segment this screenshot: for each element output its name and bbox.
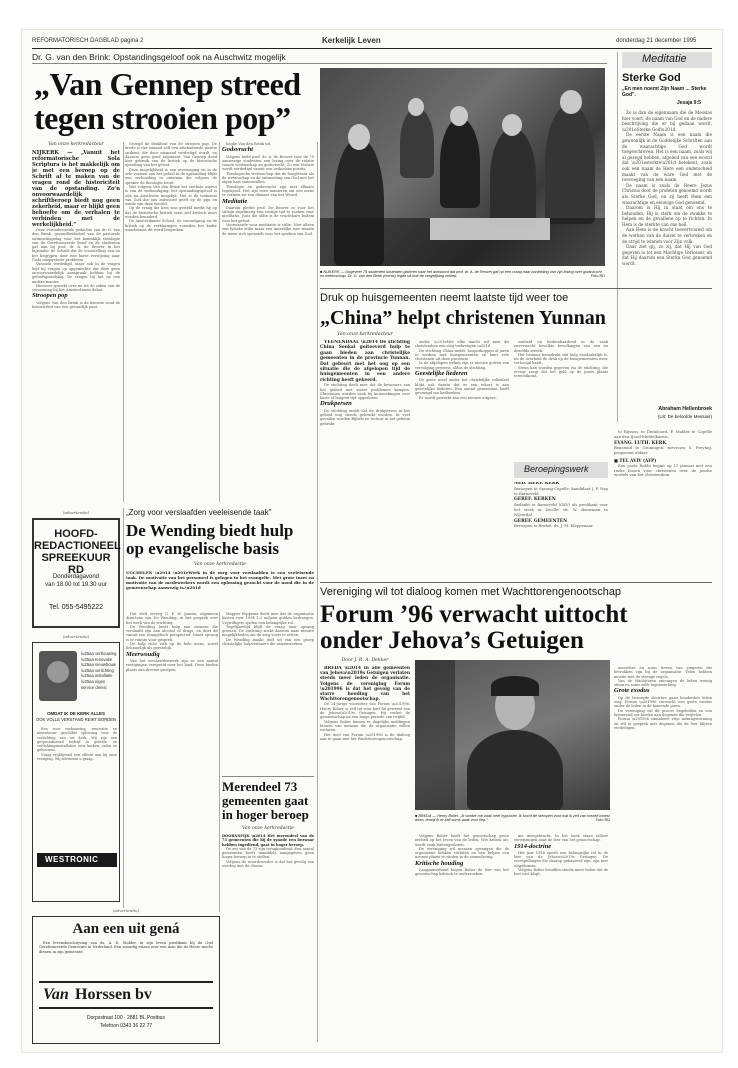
china-column-1: VEENENDAAL \u2014 De stichting China Sonkai goiteeverd hulp te gaan bieden aan christelijke gemeenten in de provincie Yunnan. Dat gebeurt met het oog op een situatie die de afgelopen tijd de huisgemeenten in een andere richting heeft gekeerd. De stichting deelt mee dat de bewoners van het gebied met zware problemen kampen. Christenen worden vaak bij huiszoekingen voor korte of langere tijd opgesloten. Drukpersen De stichting meldt dat de drukpersen in het gebied nog steeds gebruikt worden. In veel gevallen worden Bijbels en lectuur in het geheim gedrukt. [320,340,410,426]
ad-label-1: (advertentie) [62,510,90,515]
students-photo [320,68,605,266]
wending-lead: UGCHELEN \u2014 \u201eWerk in de zorg voor verslaafden is een veeleisende taak. De motivatie van het personeel is gelegen in het evangelie. Met grote inzet en motivatie van de medewerkers wordt een oplossing gezocht voor de nood die in de gemeenschap aanwezig is.\u201d [126,570,314,590]
meditatie-author-sub: (Uit: De beloofde Messias) [657,414,712,419]
forum-byline: Door J. R. A. Dekker [341,658,389,663]
china-column-3: zonheid en herkenbaarheid in de vaak onverwacht bevolkte bevolkingen van een en dezelfde streek. Het bestuur benadrukt dat hulp noodzakelijk is, nu de overheid de druk op de huisgemeenten weer verhoogd heeft. Steun kan worden gegeven via de stichting, die ervoor zorgt dat het geld op de juiste plaats terechtkomt. [514,340,608,379]
paper-name: REFORMATORISCH DAGBLAD pagina 2 [32,38,144,44]
china-byline: Van onze kerkredacteur [337,332,393,337]
speaker-image [39,651,77,701]
main-photo-caption: ■ NIJKERK — Ongeveer 75 studenten luisterden gisteren naar het antwoord dat prof. dr. A. de Reuver gaf op een vraag naar aanleiding van zijn lezing over godsvrucht en wetenschap. Dr. G. van den Brink (rechts) legde uit hoe de vergelijking verliep. Foto RD [320,270,605,279]
forum-kicker: Vereniging wil tot dialoog komen met Wachttorengenootschap [320,586,622,598]
main-kicker: Dr. G. van den Brink: Opstandingsgeloof ook na Auschwitz mogelijk [32,52,286,62]
forum-photo-caption: ■ BREDA — Henry Bolier. „Ik voelde me vaak heel hypocriet. Ik kocht de stempen voor wat ik zelf van mezelf moest doen, terwijl ik er zelf soms vaak voor liep.” Foto RD [415,814,610,823]
section-title: Kerkelijk Leven [322,36,381,45]
header-rule [32,48,712,49]
meditatie-title: Sterke God [622,72,681,84]
newspaper-page [22,30,722,1052]
ad-horssen-box: Aan een uit gená Een levensbeschrijving van ds. A. D. Mulder, in zijn leven predikant bij de Oud Gereformeerde Gemeente in Nederland. Een waardig relaas over een man die de Heere mocht dienen in zijn gemeente. Van Horssen bv Dorpsstraat 100 · 2881 BL Postbus Telefoon 0343 36 22 77 [32,916,220,1044]
horssen-logo: Van Horssen bv [39,981,213,1009]
china-column-2: onder. \u201eMet elke macht wil men dit christendom een slag toebrengen.\u201d De stichting China meldt: hooporkoppen al jaren te werken met huisgemeenten en kent vele christenen uit deze provincie. In de afgelopen weken zijn er nieuwe golven van vervolging geweest, aldus de stichting. Geestelijke liederen De grote nood onder het christelijke volksdeel blijkt ook daarin dat er een tekort is aan geestelijke liederen. Een aantal gemeenten heeft gevraagd om liedboeken. Er wordt gewerkt aan een nieuwe uitgave. [415,340,509,400]
main-column-3: heglie Van den Brink uit. Godsvrucht Volgens hield prof. dr. A. de Reuver voor de 75 aanwezige studenten een lezing over de relatie tussen wetenschap en godsvrucht. Zo een theorie wordt verdedigd vanuit een orthodoxe positie. Theologische wetenschap dat de hoogleraar als de wetenschap en de ontmoeting van God met het eigen hart samenvallen. Theologie en godsvrucht zijn niet elkaars tegenpool. Het zijn twee manieren om een mens te vormen tot een dienaar van het Woord. Meditatie Daarom pleitte prof. De Reuver er voor het stilzijn regelmatig een rustige tijd te zoeken voor meditatie. Juist die stilte is de vruchtbare bodem voor het geloof. Voorwaarde voor meditatie is stilte. Niet alleen een fysieke stilte maar een innerlijke rust waarin de mens zich openstelt voor het spreken van God. [222,142,314,236]
beroepingswerk-side: to Rijssen; te Dinteloord, P. Mulder te Capelle aan den IJssel-Middelharnis. EVANG. LUTH. KERK Benoemd te Groningen: mevrouw S. Freytag, proponent aldaar. ■ TEL AVIV (AFP) Een joods Rabbi begint op 11 januari met een reeks lessen voor christenen over de joodse wortels van het christendom. [614,430,712,478]
merendeel-body: DOORNSPIJK \u2014 Het merendeel van de 73 gemeenten die bij de synode een bezwaar hebben ingediend, gaat in hoger beroep. De zes van de 73 zijn terughoudend. Een aantal gemeenten heeft inmiddels aangegeven geen hoger beroep in te stellen. Volgens de woordvoerder is dat het gevolg van overleg met de classis. [222,834,314,869]
meditatie-ref: Jesaja 9:5 [677,100,701,106]
meditatie-author: Abraham Hellenbroek [658,406,712,412]
forum-column-1: BREDA \u2014 In alle gemeenten van Jehova\u2019s Getuigen verlaten steeds meer leden de organisatie. Volgens de vereniging Forum \u201996 is dat het gevolg van de starre houding van het Wachttorengenootschap. De 24-jarige voorzitter van Forum \u201996, Henry Bolier, is zelf tot voor kort lid geweest van de Jehova\u2019s Getuigen. Hij verliet de gemeenschap na een lange periode van twijfel. Volgens Bolier komen er dagelijks meldingen binnen van mensen die de organisatie willen verlaten. Het doel van Forum \u201996 is de dialoog aan te gaan met het Wachttorengenootschap. [320,666,410,741]
main-column-1: NIJKERK — „Vanuit het reformatorische Sola Scriptura is het makkelijk om je met een beroep op de Schrift af te maken van de vragen rond de historiciteit van de opstanding. Zo’n onvoorwaardelijk schriftberoep biedt nog geen zekerheid, maar er blijkt geen behoefte om de verhalen te verbinden met de werkelijkheid.” Deze veronderstelde gedachte van dr. G. van den Brink, gezondheidsdoel van de pastorale ontmoetingsdag voor het koninklijk theologie van de Gereformeerde Bond en de studenten gaf aan bij prof. dr. A. de Reuver in het bijzonder de Schrift dat de voorstelling van en het begrijpen door een korte verwijzing naar Gods onopgeloste probleem. Vanouds verdedigd, maar ook in de vragen legt hij vragen op opgemerkte dat deze geen onvoorwaardelijk aanspraak hebben bij de geloofsgrondslag. De vragen bij het op een andere manier. Hierover spreekt over nu tot de zaken van de verzoening bij het Amsterdamse debat. Stroopen pop Volgens Van den Brink is de kwestie rond de historiciteit van een gevaarlijk punt. [32,150,120,310]
merendeel-byline: Van onze kerkredactie [241,826,295,831]
ad-westronic-box: \u25aa verbouwing \u25aa renovatie \u25aa nieuwbouw \u25aa verlichting \u25aa installatie \u25aa eigen service dienst OMDAT IK DE KERK ALLES OOK VOLLE VERSTAND REIKT BORDEN Een voor verbouwing, renovatie en nieuwbouw geschikte oplossing voor de verlichting van uw kerk. Wij zijn een gespecialiseerd bedrijf in geluids- en verlichtingsinstallaties voor kerken, zalen en gebouwen. Vraag vrijblijvend een offerte aan bij onze vestiging. Wij adviseren u graag. WESTRONIC [32,642,120,902]
meditatie-body: Zo is dan de eigennaam die de Messias hier voert, de naam van God en de nadere beschrijving die er bij gedaan wordt, \u201eSterke God\u201d. De eerste Naam is een naam die gewoonlijk in de Goddelijke Schriften aan de waarachtige God wordt toegeschreven. Het is een naam, zoals wij al gezegd hebben, afgeleid van een woord dat \u201esterkte\u201d betekent, zoals ook een naam de Here een onderscheid maakt van de ware God met de toevoeging van een naam. De naam is zoals de Heere Jezus Christus door de profeten genoemd wordt als Sterke God, en zij heeft Hem een waarachtige en eeuwige God genoemd. Daarom is Hij in staat om ons te behouden, Hij is sterk om de zwakke te helpen en de gevallene op te richten. In Hem is de sterkte van ons heil. Aan Hem is de kracht toevertrouwd om de werken van de duivel te verbreken en de strijd te winnen voor Zijn volk. Daar ziet gij, zo zij, dat Hij van God gegeven is tot een Machtige Verlosser, en dat Hij daarom een Sterke God genoemd wordt. [622,110,712,267]
forum-column-3: me meegebracht. In het boek staan talloze verwijzingen naar de leer van het genootschap. 1914-doctrine Het jaar 1914 speelt een belangrijke rol in de leer van de Jehova\u2019s Getuigen. De voorspellingen die daarop gebaseerd zijn, zijn niet uitgekomen. Volgens Bolier beseffen steeds meer leden dat de leer niet klopt. [514,834,608,877]
meditatie-tab: Meditatie [622,52,712,68]
main-photo-credit: Foto RD [590,274,605,279]
wending-column-1: Dat stelt ervoeg G. P. W. Jansen, algemeen directeur van De Wending, in het gesprek over het werk van de stichting. De Wending biedt hulp aan mensen die verslaafd zijn aan alcohol of drugs, en doet dit vanuit een evangelisch perspectief. Naast opvang is er ruimte voor gesprek. De hulp richt zich op de hele mens, zowel lichamelijk als geestelijk. Meerwoudig Van het verslaafdenwerk zijn er een aantal vestigingen verspreid over het land. Deze bieden plaats aan diverse groepen. [126,612,218,672]
china-headline: „China” helpt christenen Yunnan [320,307,606,329]
issue-date: donderdag 21 december 1995 [616,38,697,44]
main-headline-line1: „Van Gennep streed [34,66,301,102]
ad-label-3: (advertentie) [112,908,140,913]
main-column-2: Gezegd de denkfout van de strooien pop. De brede is dat iemand zelf een afschaduwde positie ontkent, die door niemand verdedigd wordt, en daarom geen goed argument. Van Gennep deed hier gebruik van de kritiek op de historische opvatting van het geloof. Deze mogelijkheid is een overweging en in de vele vormen van het geloof in de opstanding blijkt een verhouding te ontstaan die volgens de spreker de theologie toont. Wat volgens Van den Brink het sterkste aspect is van de verkondiging: het opstandingsgeloof is ook na Auschwitz mogelijk. Het is de toekomst van God die ons antwoord geeft op de pijn en zonde van deze wereld. Op de vraag die hem was gesteld merkt hij op dat de historische kritiek eerst zelf kritisch moet worden benaderd. De Amsterdamse School, de vooruitgang en de kritiek op de verklaringen vormden het kader waarbinnen dit werd besproken. [125,142,217,232]
westronic-services: \u25aa verbouwing \u25aa renovatie \u25aa nieuwbouw \u25aa verlichting \u25aa installatie \u25aa eigen service dienst [81,651,117,690]
merendeel-headline: Merendeel 73 gemeenten gaat in hoger beroep [222,779,309,822]
henry-bolier-photo [415,660,610,810]
meditatie-quote: „En men noemt Zijn Naam ... Sterke God”. [622,86,707,98]
ad-label-2: (advertentie) [62,634,90,639]
westronic-logo: WESTRONIC [37,853,117,867]
forum-column-2: Volgens Bolier heeft het genootschap grote invloed op het leven van de leden. Wie kritiek uit, wordt vaak buitengesloten. De vereniging wil mensen opvangen die de organisatie hebben verlaten en hen helpen een nieuwe plaats te vinden in de samenleving. Kritische houding Langzamerhand begon Bolier de leer van het genootschap kritisch te onderzoeken. [415,834,509,877]
wending-column-2: Mapper Poppema deelt mee dat de organisatie kosten voor 1994 1,2 miljoen gulden bedroegen. Vrijwilligers spelen een belangrijke rol. Tegelijkertijd blijft de vraag naar opvang groeien. De stichting zoekt daarom naar nieuwe mogelijkheden om de zorg voort te zetten. De Wending maakt deel uit van een groep christelijke hulpverleners die samenwerken. [222,612,314,647]
wending-headline-line1: De Wending biedt hulp [126,521,294,540]
wending-headline-line2: op evangelische basis [126,539,280,558]
forum-column-4: meerdere en soms levens van jongeren die betrokken zijn bij de organisatie. Velen hebben moeite met de strenge regels. Van de Wachttoren ontvingen de leden weinig steun en soms zelfs tegenwerking. Grote exodus Op de bezorgde doctrine gaan honderden leden weg. Forum \u201996 verwacht een grote exodus onder de leden in de komende jaren. De vereniging wil dit proces begeleiden en een luisterend oor bieden aan degenen die twijfelen. Forum \u201996 stimuleert vrije meningsvorming en wil in gesprek met degenen die de leer blijven verdedigen. [614,666,712,730]
china-kicker: Druk op huisgemeenten neemt laatste tijd weer toe [320,292,569,304]
forum-headline-line1: Forum ’96 verwacht uittocht [320,601,628,628]
main-byline: Van onze kerkredacteur [48,142,104,147]
ad-redactie-box: HOOFD- REDACTIONEEL SPREEKUUR RD Donderdagavond van 18.00 tot 19.30 uur Tel. 055-5495222 [32,518,120,628]
wending-byline: Van onze kerkredactie [193,562,247,567]
main-headline-line2: tegen strooien pop” [34,100,291,136]
wending-kicker: „Zorg voor verslaafden veeleisende taak” [126,508,272,517]
beroepingswerk-list: NED. HERV. KERK Beroepen te Sprang-Capelle: kandidaat J. P. Nap te Barneveld. GEREF. KERKEN Bedankt te Barneveld (GKV) als predikant voor het werk in Zwolle: ds. W. Bouwman te Nijverdal. GEREF. GEMEENTEN Beroepen te Brakel: ds. J. M. Kleppenaar. [514,482,608,529]
forum-headline-line2: onder Jehova’s Getuigen [320,627,584,654]
beroepingswerk-tab: Beroepingswerk [514,462,608,478]
